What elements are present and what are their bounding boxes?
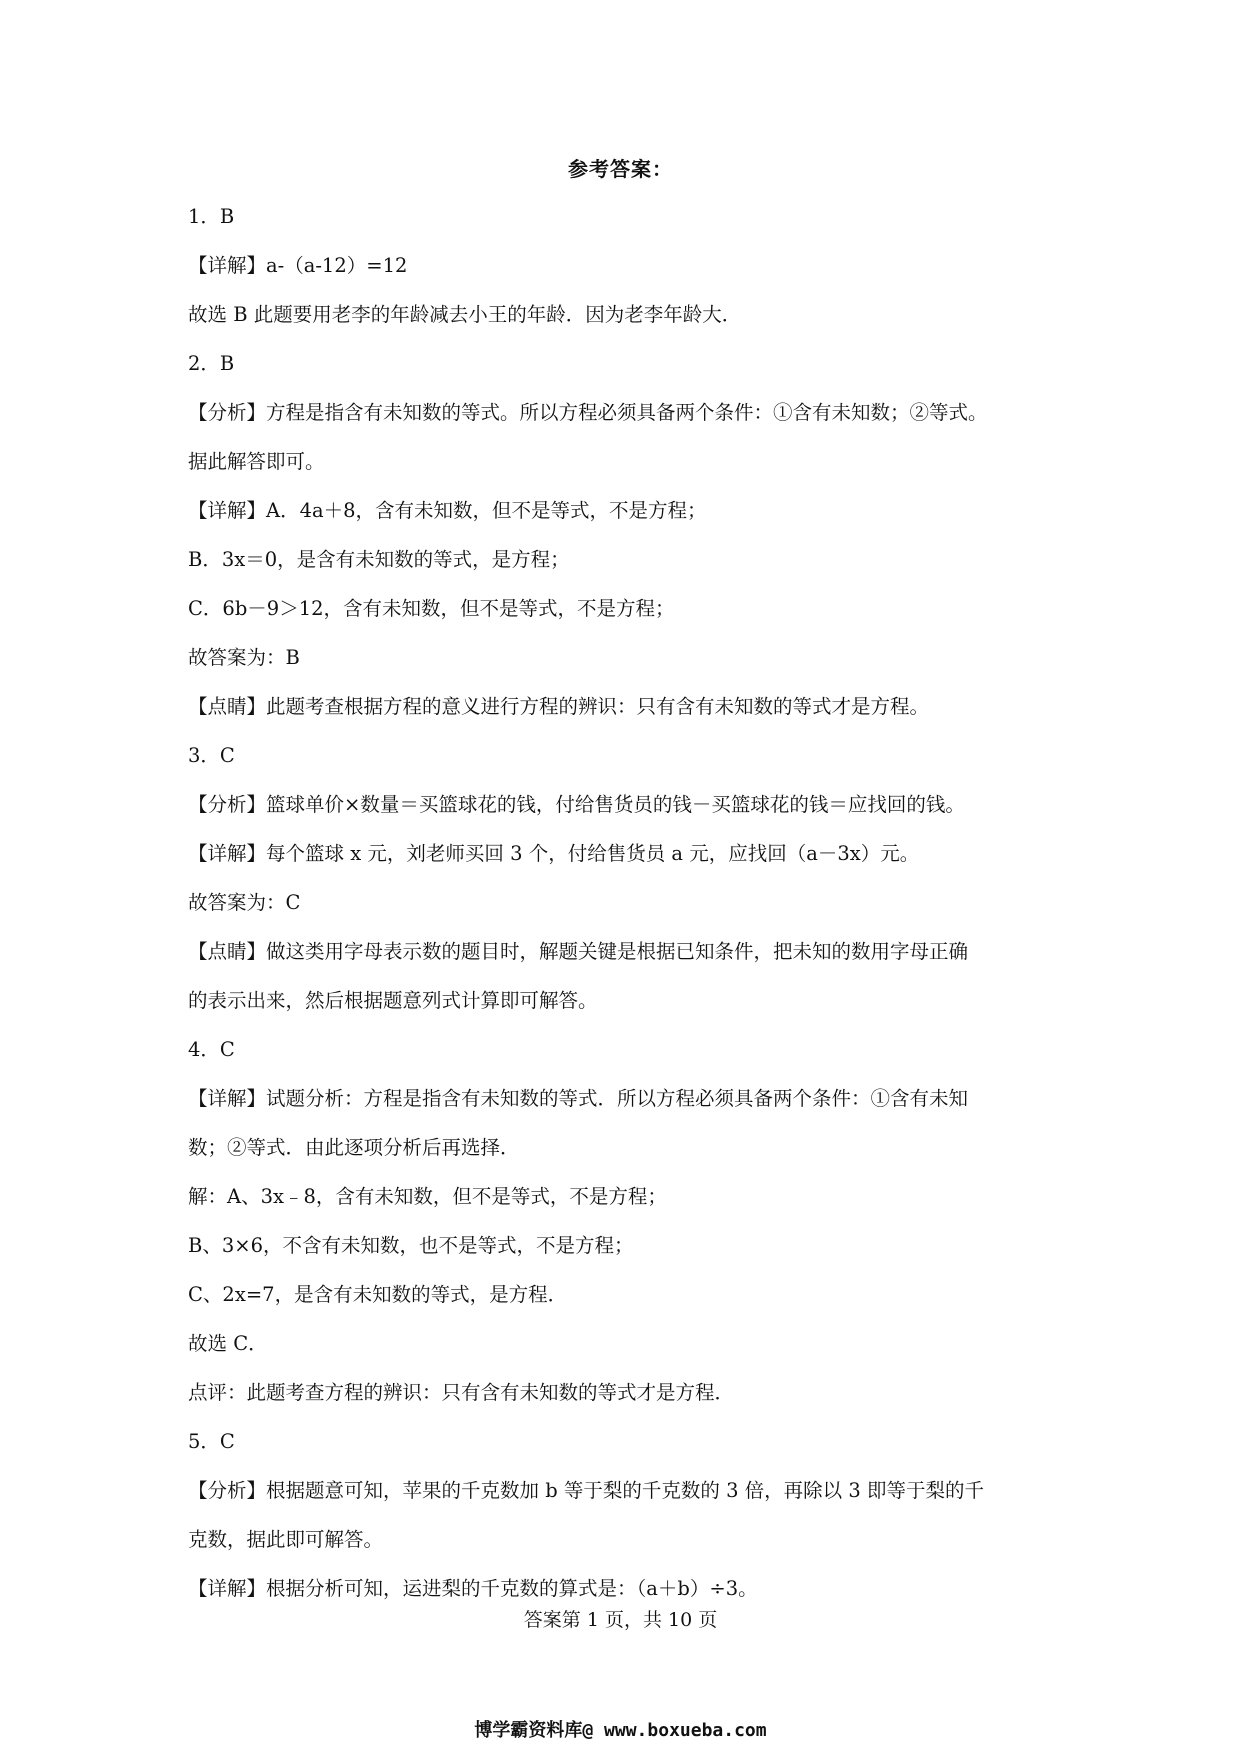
answer-line: 【点睛】此题考查根据方程的意义进行方程的辨识：只有含有未知数的等式才是方程。 (188, 695, 930, 718)
answer-line: 【详解】a-（a-12）=12 (188, 254, 408, 277)
site-watermark: 博学霸资料库@ www.boxueba.com (474, 1720, 767, 1741)
answer-line: 【点睛】做这类用字母表示数的题目时，解题关键是根据已知条件，把未知的数用字母正确 (188, 940, 969, 963)
answer-line: 故答案为：C (188, 891, 301, 914)
answer-line: 1．B (188, 205, 235, 228)
answer-line: 【分析】根据题意可知，苹果的千克数加 b 等于梨的千克数的 3 倍，再除以 3 即等于梨的千 (188, 1479, 984, 1502)
answer-line: C、2x=7，是含有未知数的等式，是方程． (188, 1283, 568, 1306)
answer-line: B．3x＝0，是含有未知数的等式，是方程； (188, 548, 570, 571)
answer-line: 解：A、3x﹣8，含有未知数，但不是等式，不是方程； (188, 1185, 667, 1208)
answer-line: 故选 B 此题要用老李的年龄减去小王的年龄．因为老李年龄大． (188, 303, 742, 326)
answer-line: 故选 C． (188, 1332, 268, 1355)
answer-line: 4．C (188, 1038, 235, 1061)
answer-line: 【详解】试题分析：方程是指含有未知数的等式．所以方程必须具备两个条件：①含有未知 (188, 1087, 969, 1110)
answer-line: 克数，据此即可解答。 (188, 1528, 384, 1551)
page-footer: 答案第 1 页，共 10 页 (523, 1609, 718, 1631)
answer-content (188, 192, 1068, 1613)
answer-line: 点评：此题考查方程的辨识：只有含有未知数的等式才是方程． (188, 1381, 735, 1404)
answer-line: 5．C (188, 1430, 235, 1453)
answer-line: B、3×6，不含有未知数，也不是等式，不是方程； (188, 1234, 634, 1257)
answer-line: 故答案为：B (188, 646, 300, 669)
answer-line: 【详解】每个篮球 x 元，刘老师买回 3 个，付给售货员 a 元，应找回（a－3x）元。 (188, 842, 920, 865)
answer-line: 2．B (188, 352, 235, 375)
answer-line: 据此解答即可。 (188, 450, 325, 473)
answer-line: 3．C (188, 744, 235, 767)
answer-line: 【详解】A．4a＋8，含有未知数，但不是等式，不是方程； (188, 499, 707, 522)
answer-line: C．6b－9＞12，含有未知数，但不是等式，不是方程； (188, 597, 675, 620)
page-title: 参考答案： (568, 157, 673, 181)
answer-line: 【分析】篮球单价×数量＝买篮球花的钱，付给售货员的钱－买篮球花的钱＝应找回的钱。 (188, 793, 965, 816)
answer-line: 【分析】方程是指含有未知数的等式。所以方程必须具备两个条件：①含有未知数；②等式。 (188, 401, 988, 424)
answer-line: 数；②等式．由此逐项分析后再选择． (188, 1136, 520, 1159)
answer-line: 的表示出来，然后根据题意列式计算即可解答。 (188, 989, 598, 1012)
answer-line: 【详解】根据分析可知，运进梨的千克数的算式是：（a＋b）÷3。 (188, 1577, 758, 1600)
